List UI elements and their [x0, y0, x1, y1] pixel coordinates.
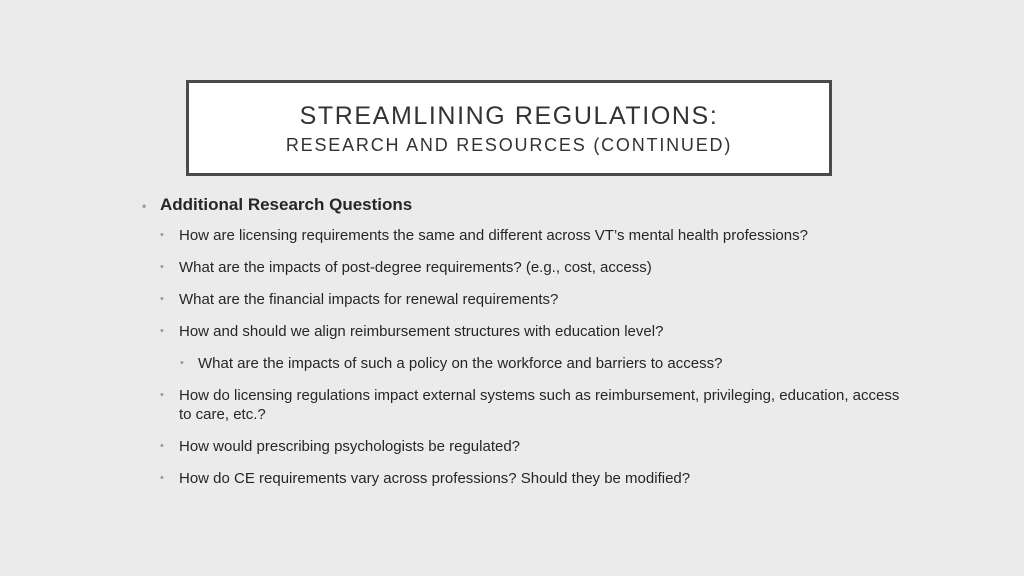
list-item: [140, 226, 900, 245]
list-item: [140, 322, 900, 341]
list-item: [140, 258, 900, 277]
list-item-text: What are the impacts of post-degree requirements? (e.g., cost, access): [179, 259, 652, 276]
list-item-text: How and should we align reimbursement structures with education level?: [179, 323, 664, 340]
bullet-icon: •: [160, 472, 164, 484]
section-heading: Additional Research Questions: [160, 195, 413, 214]
bullet-icon: •: [160, 389, 164, 401]
bullet-icon: •: [160, 261, 164, 273]
list-item-text: How do licensing regulations impact external systems such as reimbursement, privileging, education, access to care, etc.?: [179, 387, 900, 423]
bullet-icon: •: [180, 357, 184, 369]
slide-subtitle: RESEARCH AND RESOURCES (CONTINUED): [285, 135, 733, 155]
list-item: [140, 290, 900, 309]
bullet-icon: •: [160, 440, 164, 452]
slide-title: STREAMLINING REGULATIONS:: [299, 102, 719, 130]
title-box: [186, 80, 832, 176]
bullet-icon: •: [160, 229, 164, 241]
bullet-icon: •: [142, 199, 147, 213]
bullet-icon: •: [160, 293, 164, 305]
slide-content: [140, 192, 900, 501]
list-item-text: How would prescribing psychologists be regulated?: [179, 438, 521, 455]
sub-list-item: [140, 354, 900, 373]
list-item-text: What are the impacts of such a policy on the workforce and barriers to access?: [198, 355, 723, 372]
list-item-text: How do CE requirements vary across professions? Should they be modified?: [179, 470, 691, 487]
list-item: [140, 437, 900, 456]
list-item: [140, 469, 900, 488]
list-item: [140, 386, 900, 424]
bullet-icon: •: [160, 325, 164, 337]
bullet-heading: [140, 192, 900, 218]
list-item-text: How are licensing requirements the same and different across VT’s mental health professions?: [179, 227, 808, 244]
list-item-text: What are the financial impacts for renewal requirements?: [179, 291, 559, 308]
